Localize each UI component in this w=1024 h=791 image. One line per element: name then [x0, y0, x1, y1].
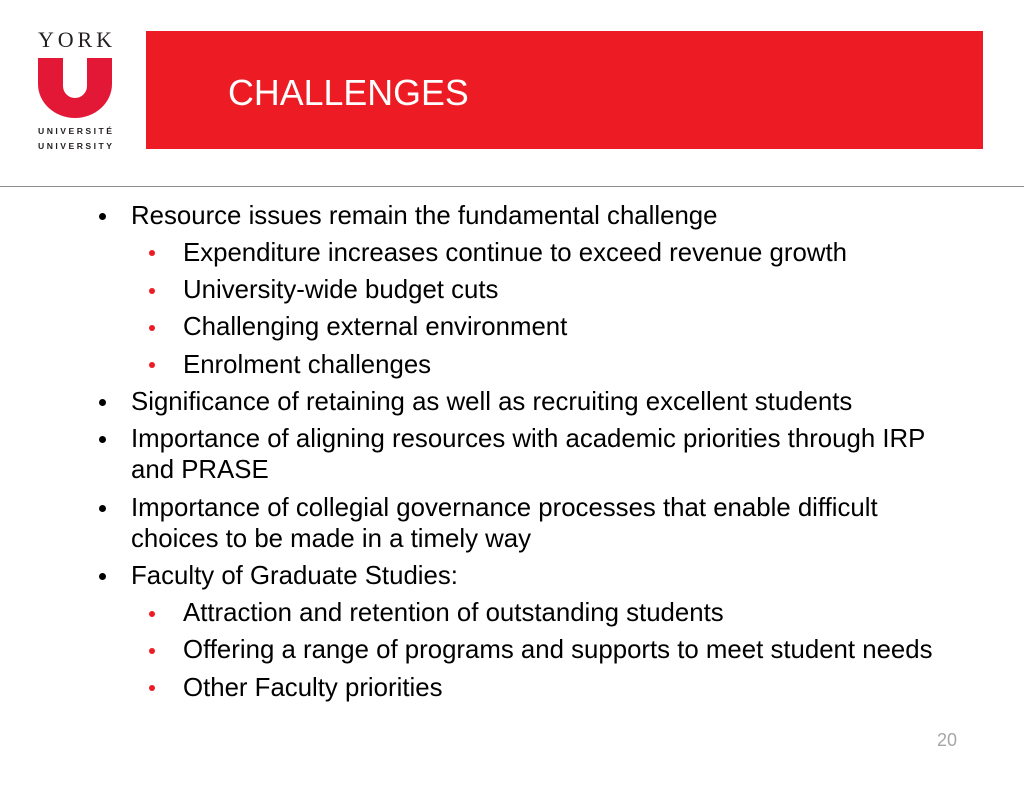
bullet-icon [149, 325, 155, 331]
sub-list-item [183, 598, 960, 629]
sub-list-item [183, 673, 960, 704]
slide-title: CHALLENGES [228, 73, 469, 114]
bullet-icon [149, 362, 155, 368]
list-item [131, 493, 960, 555]
sub-list-item-text: Enrolment challenges [183, 350, 432, 379]
list-item-text: Resource issues remain the fundamental challenge [131, 201, 718, 230]
list-item-text: Significance of retaining as well as recruiting excellent students [131, 387, 853, 416]
list-item [131, 387, 960, 418]
bullet-list [131, 201, 960, 704]
logo-line-french: UNIVERSITÉ [38, 126, 112, 136]
bullet-icon [99, 213, 106, 220]
sub-list-item-text: Expenditure increases continue to exceed revenue growth [183, 238, 847, 267]
title-banner [146, 31, 983, 149]
sub-list-item [183, 238, 960, 269]
list-item-text: Importance of collegial governance processes that enable difficult choices to be made in a timely way [131, 493, 878, 553]
bullet-icon [149, 250, 155, 256]
bullet-icon [149, 611, 155, 617]
york-logo [0, 0, 146, 160]
sub-list-item [183, 312, 960, 343]
sub-list-item-text: Challenging external environment [183, 313, 568, 342]
logo-line-english: UNIVERSITY [38, 141, 112, 151]
list-item [131, 201, 960, 381]
list-item-row [131, 561, 960, 592]
page-number: 20 [936, 730, 957, 750]
sub-list-item [183, 635, 960, 666]
list-item [131, 424, 960, 486]
list-item [131, 561, 960, 704]
sub-list-item-text: University-wide budget cuts [183, 276, 499, 305]
sub-list-item [183, 350, 960, 381]
list-item-text: Faculty of Graduate Studies: [131, 561, 458, 590]
logo-wordmark: YORK [38, 27, 112, 52]
list-item-row [131, 201, 960, 232]
list-item-row [131, 493, 960, 555]
header-divider [0, 186, 1024, 187]
bullet-icon [99, 399, 106, 406]
sub-list [183, 238, 960, 381]
bullet-icon [149, 288, 155, 294]
list-item-row [131, 424, 960, 486]
bullet-icon [99, 505, 106, 512]
sub-list-item-text: Attraction and retention of outstanding students [183, 599, 724, 628]
list-item-text: Importance of aligning resources with academic priorities through IRP and PRASE [131, 425, 925, 485]
sub-list-item-text: Other Faculty priorities [183, 673, 443, 702]
bullet-icon [99, 436, 106, 443]
sub-list-item-text: Offering a range of programs and supports to meet student needs [183, 636, 933, 665]
york-u-icon [38, 58, 112, 118]
sub-list-item [183, 275, 960, 306]
bullet-icon [149, 648, 155, 654]
bullet-icon [149, 685, 155, 691]
bullet-icon [99, 573, 106, 580]
sub-list [183, 598, 960, 704]
list-item-row [131, 387, 960, 418]
